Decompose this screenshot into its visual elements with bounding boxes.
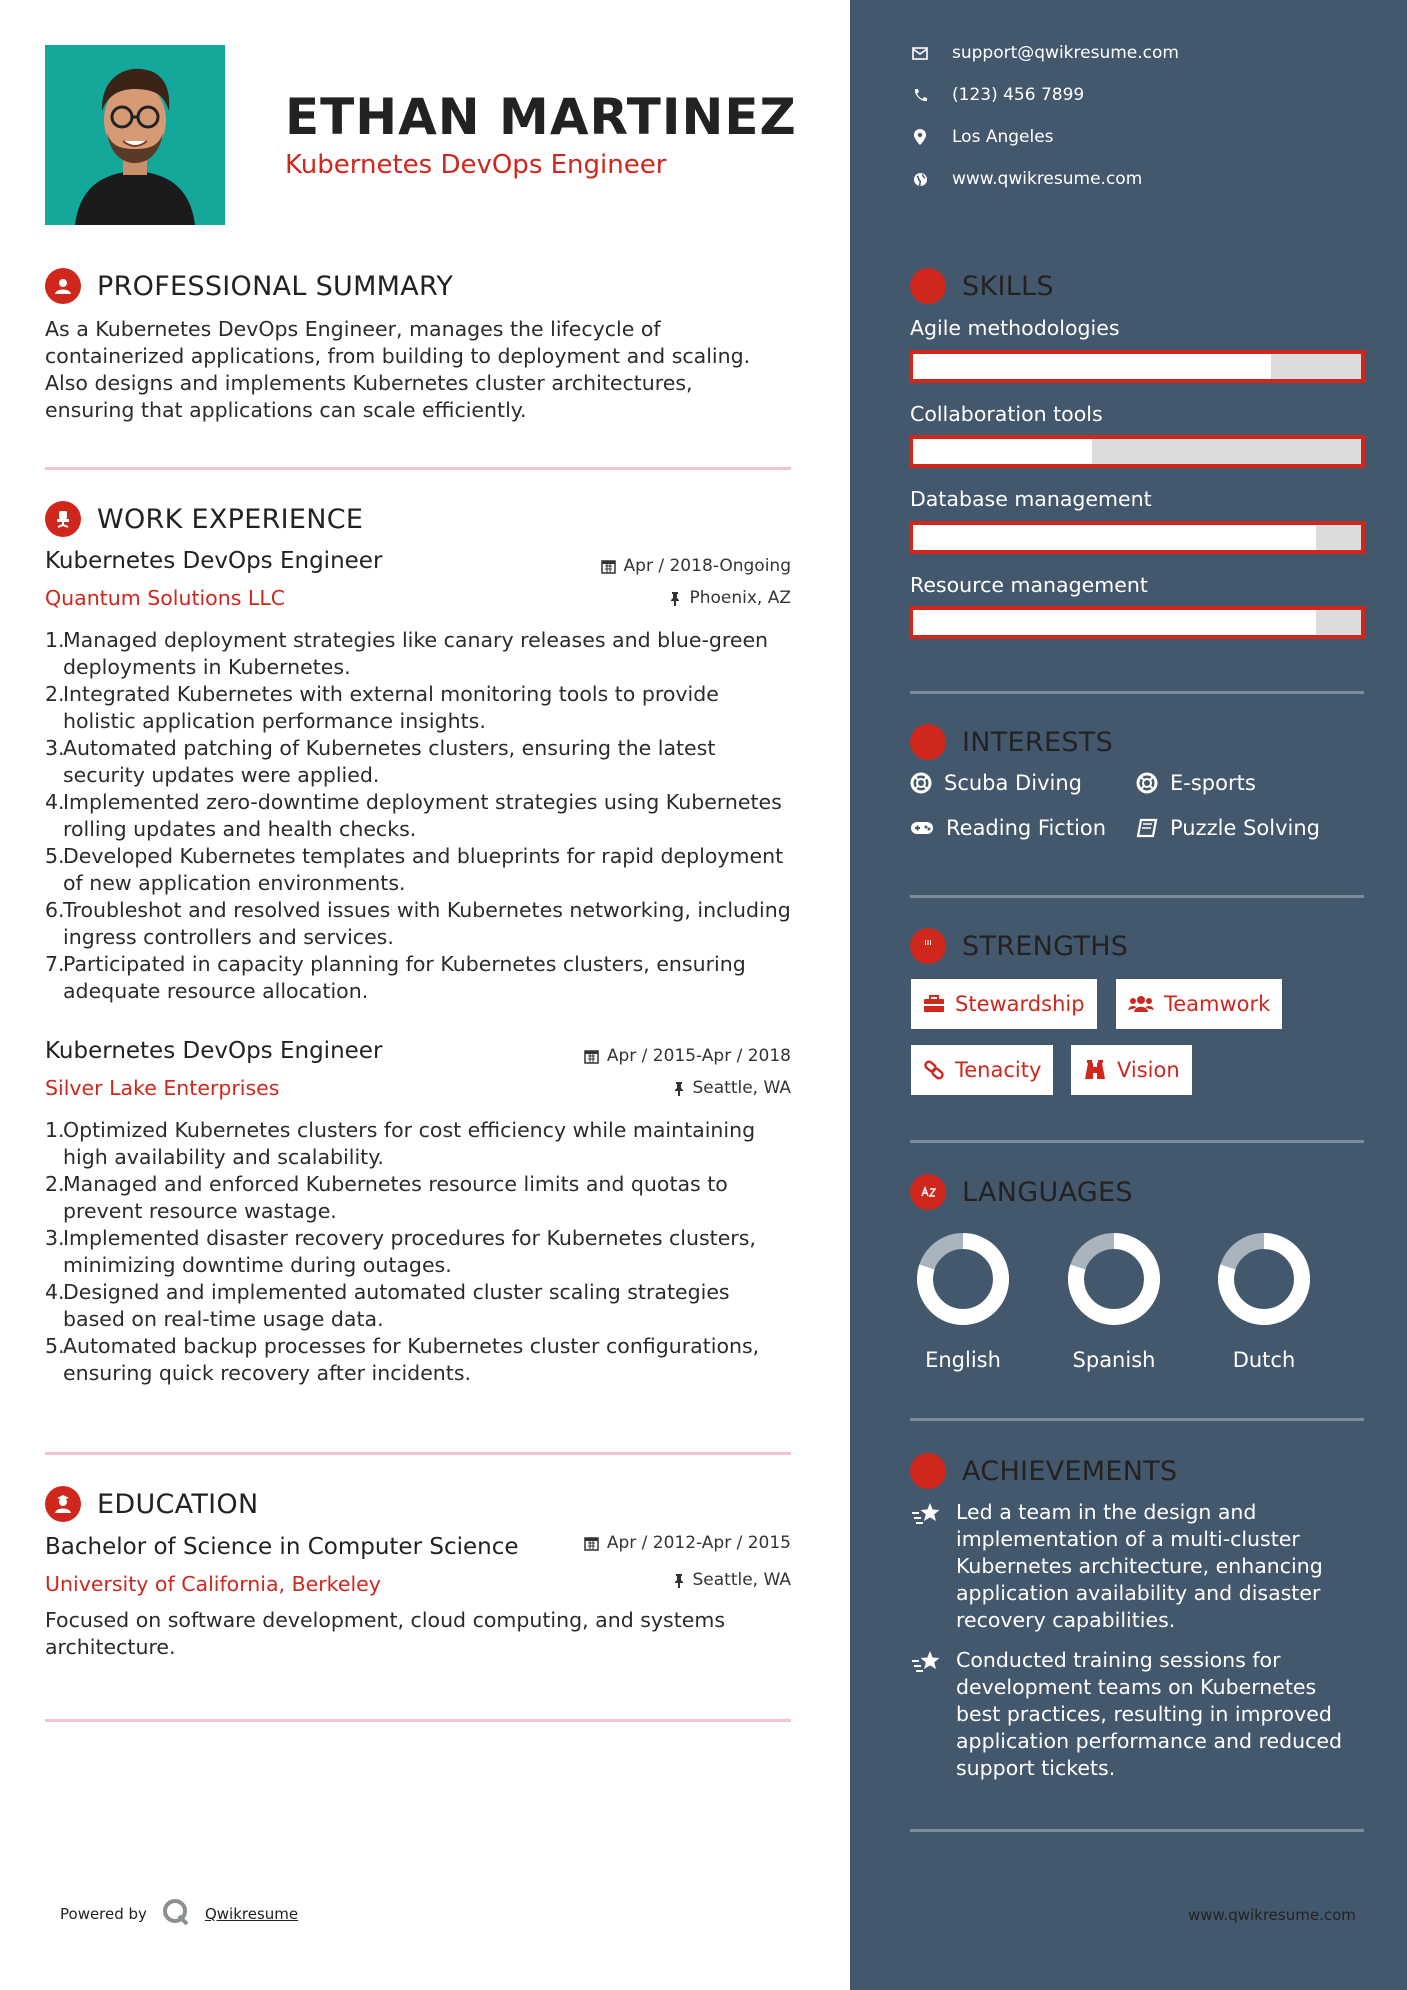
skill-name: Collaboration tools bbox=[910, 402, 1103, 426]
achievement-item: Led a team in the design and implementation of a multi-cluster Kubernetes architecture, enhancing application availability and disaster recovery capabilities. bbox=[910, 1499, 1365, 1634]
skill-name: Resource management bbox=[910, 573, 1148, 597]
graduate-icon bbox=[45, 1486, 81, 1522]
interest-item: Puzzle Solving bbox=[1136, 816, 1320, 840]
job-company: Quantum Solutions LLC bbox=[45, 586, 286, 610]
location-text: Los Angeles bbox=[952, 127, 1054, 147]
strength-chip: Teamwork bbox=[1116, 979, 1282, 1029]
envelope-icon bbox=[910, 43, 930, 63]
globe-icon bbox=[910, 169, 930, 189]
shooting-star-icon bbox=[910, 1649, 944, 1675]
strength-chip: Tenacity bbox=[911, 1045, 1053, 1095]
phone-icon bbox=[910, 85, 930, 105]
experience-heading bbox=[45, 501, 363, 537]
education-title: EDUCATION bbox=[97, 1488, 259, 1520]
strengths-heading bbox=[910, 928, 1128, 964]
language-name: Spanish bbox=[1072, 1348, 1156, 1372]
users-icon bbox=[1128, 995, 1154, 1013]
list-item: Managed deployment strategies like canary releases and blue-green deployments in Kubernetes. bbox=[63, 628, 769, 679]
interest-item: E-sports bbox=[1136, 771, 1256, 795]
book-icon bbox=[1136, 818, 1158, 838]
education-heading bbox=[45, 1486, 258, 1522]
job-date: Apr / 2018-Ongoing bbox=[480, 556, 791, 576]
job-title: Kubernetes DevOps Engineer bbox=[45, 1038, 383, 1064]
achievements-heading bbox=[910, 1453, 1178, 1489]
education-text: Focused on software development, cloud computing, and systems architecture. bbox=[45, 1608, 726, 1659]
calendar-icon bbox=[601, 559, 616, 574]
qwikresume-logo-icon bbox=[161, 1897, 191, 1931]
language-item bbox=[1059, 1224, 1169, 1372]
section-divider bbox=[910, 1829, 1364, 1832]
degree-title: Bachelor of Science in Computer Science bbox=[45, 1534, 519, 1560]
contact-website[interactable] bbox=[910, 169, 1142, 189]
lightbulb-icon bbox=[910, 268, 946, 304]
map-marker-icon bbox=[910, 127, 930, 147]
interest-item: Scuba Diving bbox=[910, 771, 1082, 795]
office-chair-icon bbox=[45, 501, 81, 537]
strength-chip: Stewardship bbox=[911, 979, 1097, 1029]
skill-bar-fill bbox=[913, 354, 1271, 379]
qwikresume-link[interactable]: Qwikresume bbox=[204, 1905, 299, 1923]
language-name: English bbox=[925, 1348, 1001, 1372]
skill-bar-fill bbox=[913, 610, 1316, 635]
binoculars-icon bbox=[1083, 1059, 1107, 1081]
summary-text: As a Kubernetes DevOps Engineer, manages the lifecycle of containerized applications, from building to deployment and scaling. Also designs and implements Kubernetes cluster architectures, ensuring that applications can scale efficiently. bbox=[45, 317, 751, 422]
list-item: Participated in capacity planning for Kubernetes clusters, ensuring adequate resource allocation. bbox=[63, 952, 746, 1003]
list-item: Implemented zero-downtime deployment strategies using Kubernetes rolling updates and health checks. bbox=[63, 790, 782, 841]
language-item bbox=[1209, 1224, 1319, 1372]
achievements-title: ACHIEVEMENTS bbox=[962, 1455, 1178, 1487]
summary-heading bbox=[45, 268, 453, 304]
skill-bar bbox=[909, 350, 1365, 383]
skill-name: Agile methodologies bbox=[910, 316, 1120, 340]
section-divider bbox=[45, 467, 791, 470]
job-title: Kubernetes DevOps Engineer bbox=[45, 548, 383, 574]
shooting-star-icon bbox=[910, 1501, 944, 1527]
language-ring bbox=[1059, 1224, 1169, 1334]
languages-title: LANGUAGES bbox=[962, 1176, 1133, 1208]
skill-bar-fill bbox=[913, 525, 1316, 550]
paper-plane-icon bbox=[910, 724, 946, 760]
calendar-icon bbox=[584, 1049, 599, 1064]
section-divider bbox=[910, 1140, 1364, 1143]
calendar-icon bbox=[584, 1536, 599, 1551]
candidate-name: ETHAN MARTINEZ bbox=[285, 88, 797, 146]
school-name: University of California, Berkeley bbox=[45, 1572, 381, 1596]
experience-title: WORK EXPERIENCE bbox=[97, 503, 364, 535]
briefcase-icon bbox=[923, 995, 945, 1013]
list-item: Managed and enforced Kubernetes resource limits and quotas to prevent resource wastage. bbox=[63, 1172, 728, 1223]
interests-title: INTERESTS bbox=[962, 726, 1114, 758]
languages-heading bbox=[910, 1174, 1133, 1210]
contact-phone[interactable] bbox=[910, 85, 1084, 105]
chain-link-icon bbox=[923, 1059, 945, 1081]
pushpin-icon bbox=[673, 1081, 685, 1096]
powered-by-text: Powered by bbox=[60, 1905, 147, 1923]
life-ring-icon bbox=[910, 772, 932, 794]
skill-bar bbox=[909, 435, 1365, 468]
job-location: Phoenix, AZ bbox=[480, 588, 791, 608]
candidate-role: Kubernetes DevOps Engineer bbox=[285, 150, 667, 180]
language-name: Dutch bbox=[1232, 1348, 1296, 1372]
section-divider bbox=[910, 895, 1364, 898]
profile-photo bbox=[45, 45, 225, 225]
job-date: Apr / 2015-Apr / 2018 bbox=[480, 1046, 791, 1066]
section-divider bbox=[910, 1418, 1364, 1421]
list-item: Troubleshot and resolved issues with Kubernetes networking, including ingress controllers and services. bbox=[63, 898, 791, 949]
section-divider bbox=[45, 1452, 791, 1455]
job-bullets bbox=[45, 627, 795, 1005]
skills-title: SKILLS bbox=[962, 270, 1054, 302]
job-location: Seattle, WA bbox=[480, 1078, 791, 1098]
education-location: Seattle, WA bbox=[480, 1570, 791, 1590]
skill-bar-fill bbox=[913, 439, 1092, 464]
footer-site-link[interactable]: www.qwikresume.com bbox=[1188, 1906, 1356, 1924]
list-item: Implemented disaster recovery procedures for Kubernetes clusters, minimizing downtime during outages. bbox=[63, 1226, 756, 1277]
skill-bar bbox=[909, 521, 1365, 554]
list-item: Designed and implemented automated cluster scaling strategies based on real-time usage data. bbox=[63, 1280, 730, 1331]
language-item bbox=[908, 1224, 1018, 1372]
list-item: Automated patching of Kubernetes clusters, ensuring the latest security updates were applied. bbox=[63, 736, 716, 787]
interests-heading bbox=[910, 724, 1113, 760]
pushpin-icon bbox=[673, 1573, 685, 1588]
list-item: Automated backup processes for Kubernetes cluster configurations, ensuring quick recovery after incidents. bbox=[63, 1334, 760, 1385]
education-date: Apr / 2012-Apr / 2015 bbox=[480, 1533, 791, 1553]
pushpin-icon bbox=[669, 591, 681, 606]
user-icon bbox=[45, 268, 81, 304]
section-divider bbox=[45, 1719, 791, 1722]
life-ring-icon bbox=[1136, 772, 1158, 794]
footer-powered-by bbox=[60, 1897, 298, 1931]
summary-title: PROFESSIONAL SUMMARY bbox=[97, 270, 454, 302]
job-bullets bbox=[45, 1117, 795, 1387]
gamepad-icon bbox=[910, 820, 934, 836]
list-item: Optimized Kubernetes clusters for cost efficiency while maintaining high availability and scalability. bbox=[63, 1118, 756, 1169]
email-text: support@qwikresume.com bbox=[952, 43, 1179, 63]
raised-fist-icon bbox=[910, 928, 946, 964]
contact-location bbox=[910, 127, 1054, 147]
job-company: Silver Lake Enterprises bbox=[45, 1076, 280, 1100]
section-divider bbox=[910, 691, 1364, 694]
list-item: Developed Kubernetes templates and blueprints for rapid deployment of new application environments. bbox=[63, 844, 784, 895]
strength-chip: Vision bbox=[1071, 1045, 1192, 1095]
interest-item: Reading Fiction bbox=[910, 816, 1106, 840]
star-badge-icon bbox=[910, 1453, 946, 1489]
achievement-item: Conducted training sessions for development teams on Kubernetes best practices, resulting in improved application performance and reduced support tickets. bbox=[910, 1647, 1365, 1782]
website-text: www.qwikresume.com bbox=[952, 169, 1143, 189]
skills-heading bbox=[910, 268, 1054, 304]
language-ring bbox=[1209, 1224, 1319, 1334]
skill-name: Database management bbox=[910, 487, 1152, 511]
list-item: Integrated Kubernetes with external monitoring tools to provide holistic application performance insights. bbox=[63, 682, 719, 733]
language-ring bbox=[908, 1224, 1018, 1334]
translate-icon bbox=[910, 1174, 946, 1210]
strengths-title: STRENGTHS bbox=[962, 930, 1129, 962]
phone-text: (123) 456 7899 bbox=[952, 85, 1085, 105]
skill-bar bbox=[909, 606, 1365, 639]
contact-email[interactable] bbox=[910, 43, 1179, 63]
